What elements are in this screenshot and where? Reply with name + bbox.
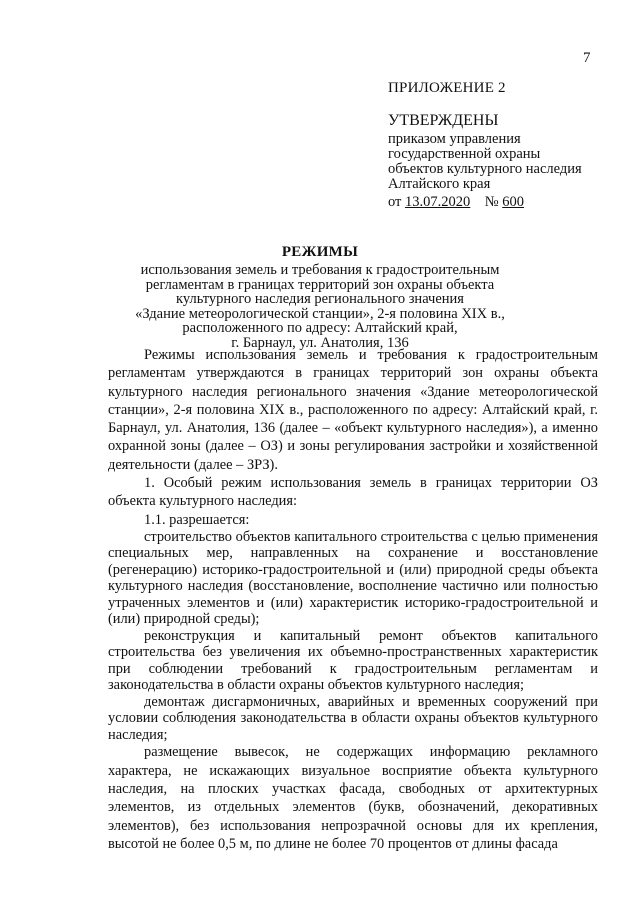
body-paragraph: Режимы использования земель и требования к градостроительным регламентам утверждаются в границах территорий зон охраны объекта культурного наследия регионального значения «Здание метеорологической станции», 2-я половина XIX в., расположенного по адресу: Алтайский край, г. Барнаул, ул. Анатолия, 136 (далее – «объект культурного наследия»), а именно охранной зоны (далее – ОЗ) и зоны регулирования застройки и хозяйственной деятельности (далее – ЗРЗ). bbox=[108, 347, 598, 473]
title-line: регламентам в границах территорий зон охраны объекта bbox=[145, 276, 495, 293]
title-line: использования земель и требования к градостроительным bbox=[140, 262, 500, 278]
body-paragraph: строительство объектов капитального строительства с целью применения специальных мер, направленных на сохранение и восстановление (регенерацию) историко-градостроительной и (или) природной среды объекта культурного наследия (восстановление, восполнение частично или полностью утраченных элементов и (или) характеристик историко-градостроительной и (или) природной среды); bbox=[108, 528, 598, 628]
approved-line: Алтайского края bbox=[388, 176, 491, 192]
approval-date: 13.07.2020 bbox=[405, 194, 471, 210]
document-title-block bbox=[0, 244, 640, 350]
document-title: РЕЖИМЫ bbox=[281, 244, 359, 260]
body-paragraph: размещение вывесок, не содержащих информацию рекламного характера, не искажающих визуальное восприятие объекта культурного наследия, на плоских участках фасада, свободных от архитектурных элементов, из отдельных элементов (букв, обозначений, декоративных элементов), без использования непрозрачной основы для их крепления, высотой не более 0,5 м, по длине не более 70 процентов от длины фасада bbox=[108, 744, 598, 852]
approved-line: государственной охраны bbox=[388, 146, 541, 162]
body-paragraph: демонтаж дисгармоничных, аварийных и временных сооружений при условии соблюдения законодательства в области охраны объектов культурного наследия; bbox=[108, 693, 598, 743]
date-prefix: от bbox=[388, 194, 402, 210]
title-line: «Здание метеорологической станции», 2-я половина XIX в., bbox=[135, 305, 505, 322]
appendix-heading: ПРИЛОЖЕНИЕ 2 bbox=[388, 80, 506, 96]
document-body bbox=[108, 346, 598, 853]
body-paragraph: 1.1. разрешается: bbox=[144, 511, 250, 528]
number-prefix: № bbox=[484, 194, 499, 210]
approval-block bbox=[388, 112, 582, 211]
page-number: 7 bbox=[583, 50, 591, 66]
approval-date-line bbox=[388, 194, 582, 211]
approved-line: приказом управления bbox=[388, 131, 521, 147]
title-line: культурного наследия регионального значения bbox=[176, 291, 464, 307]
title-line: расположенного по адресу: Алтайский край, bbox=[182, 320, 458, 336]
title-line: г. Барнаул, ул. Анатолия, 136 bbox=[231, 334, 409, 351]
body-paragraph: 1. Особый режим использования земель в границах территории ОЗ объекта культурного наследия: bbox=[108, 475, 598, 510]
approved-heading: УТВЕРЖДЕНЫ bbox=[388, 112, 499, 129]
approved-line: объектов культурного наследия bbox=[388, 161, 582, 177]
body-paragraph: реконструкция и капитальный ремонт объектов капитального строительства без увеличения их объемно-пространственных характеристик при соблюдении требований к градостроительным регламентам и законодательства в области охраны объектов культурного наследия; bbox=[108, 627, 598, 694]
approval-number: 600 bbox=[502, 194, 524, 210]
